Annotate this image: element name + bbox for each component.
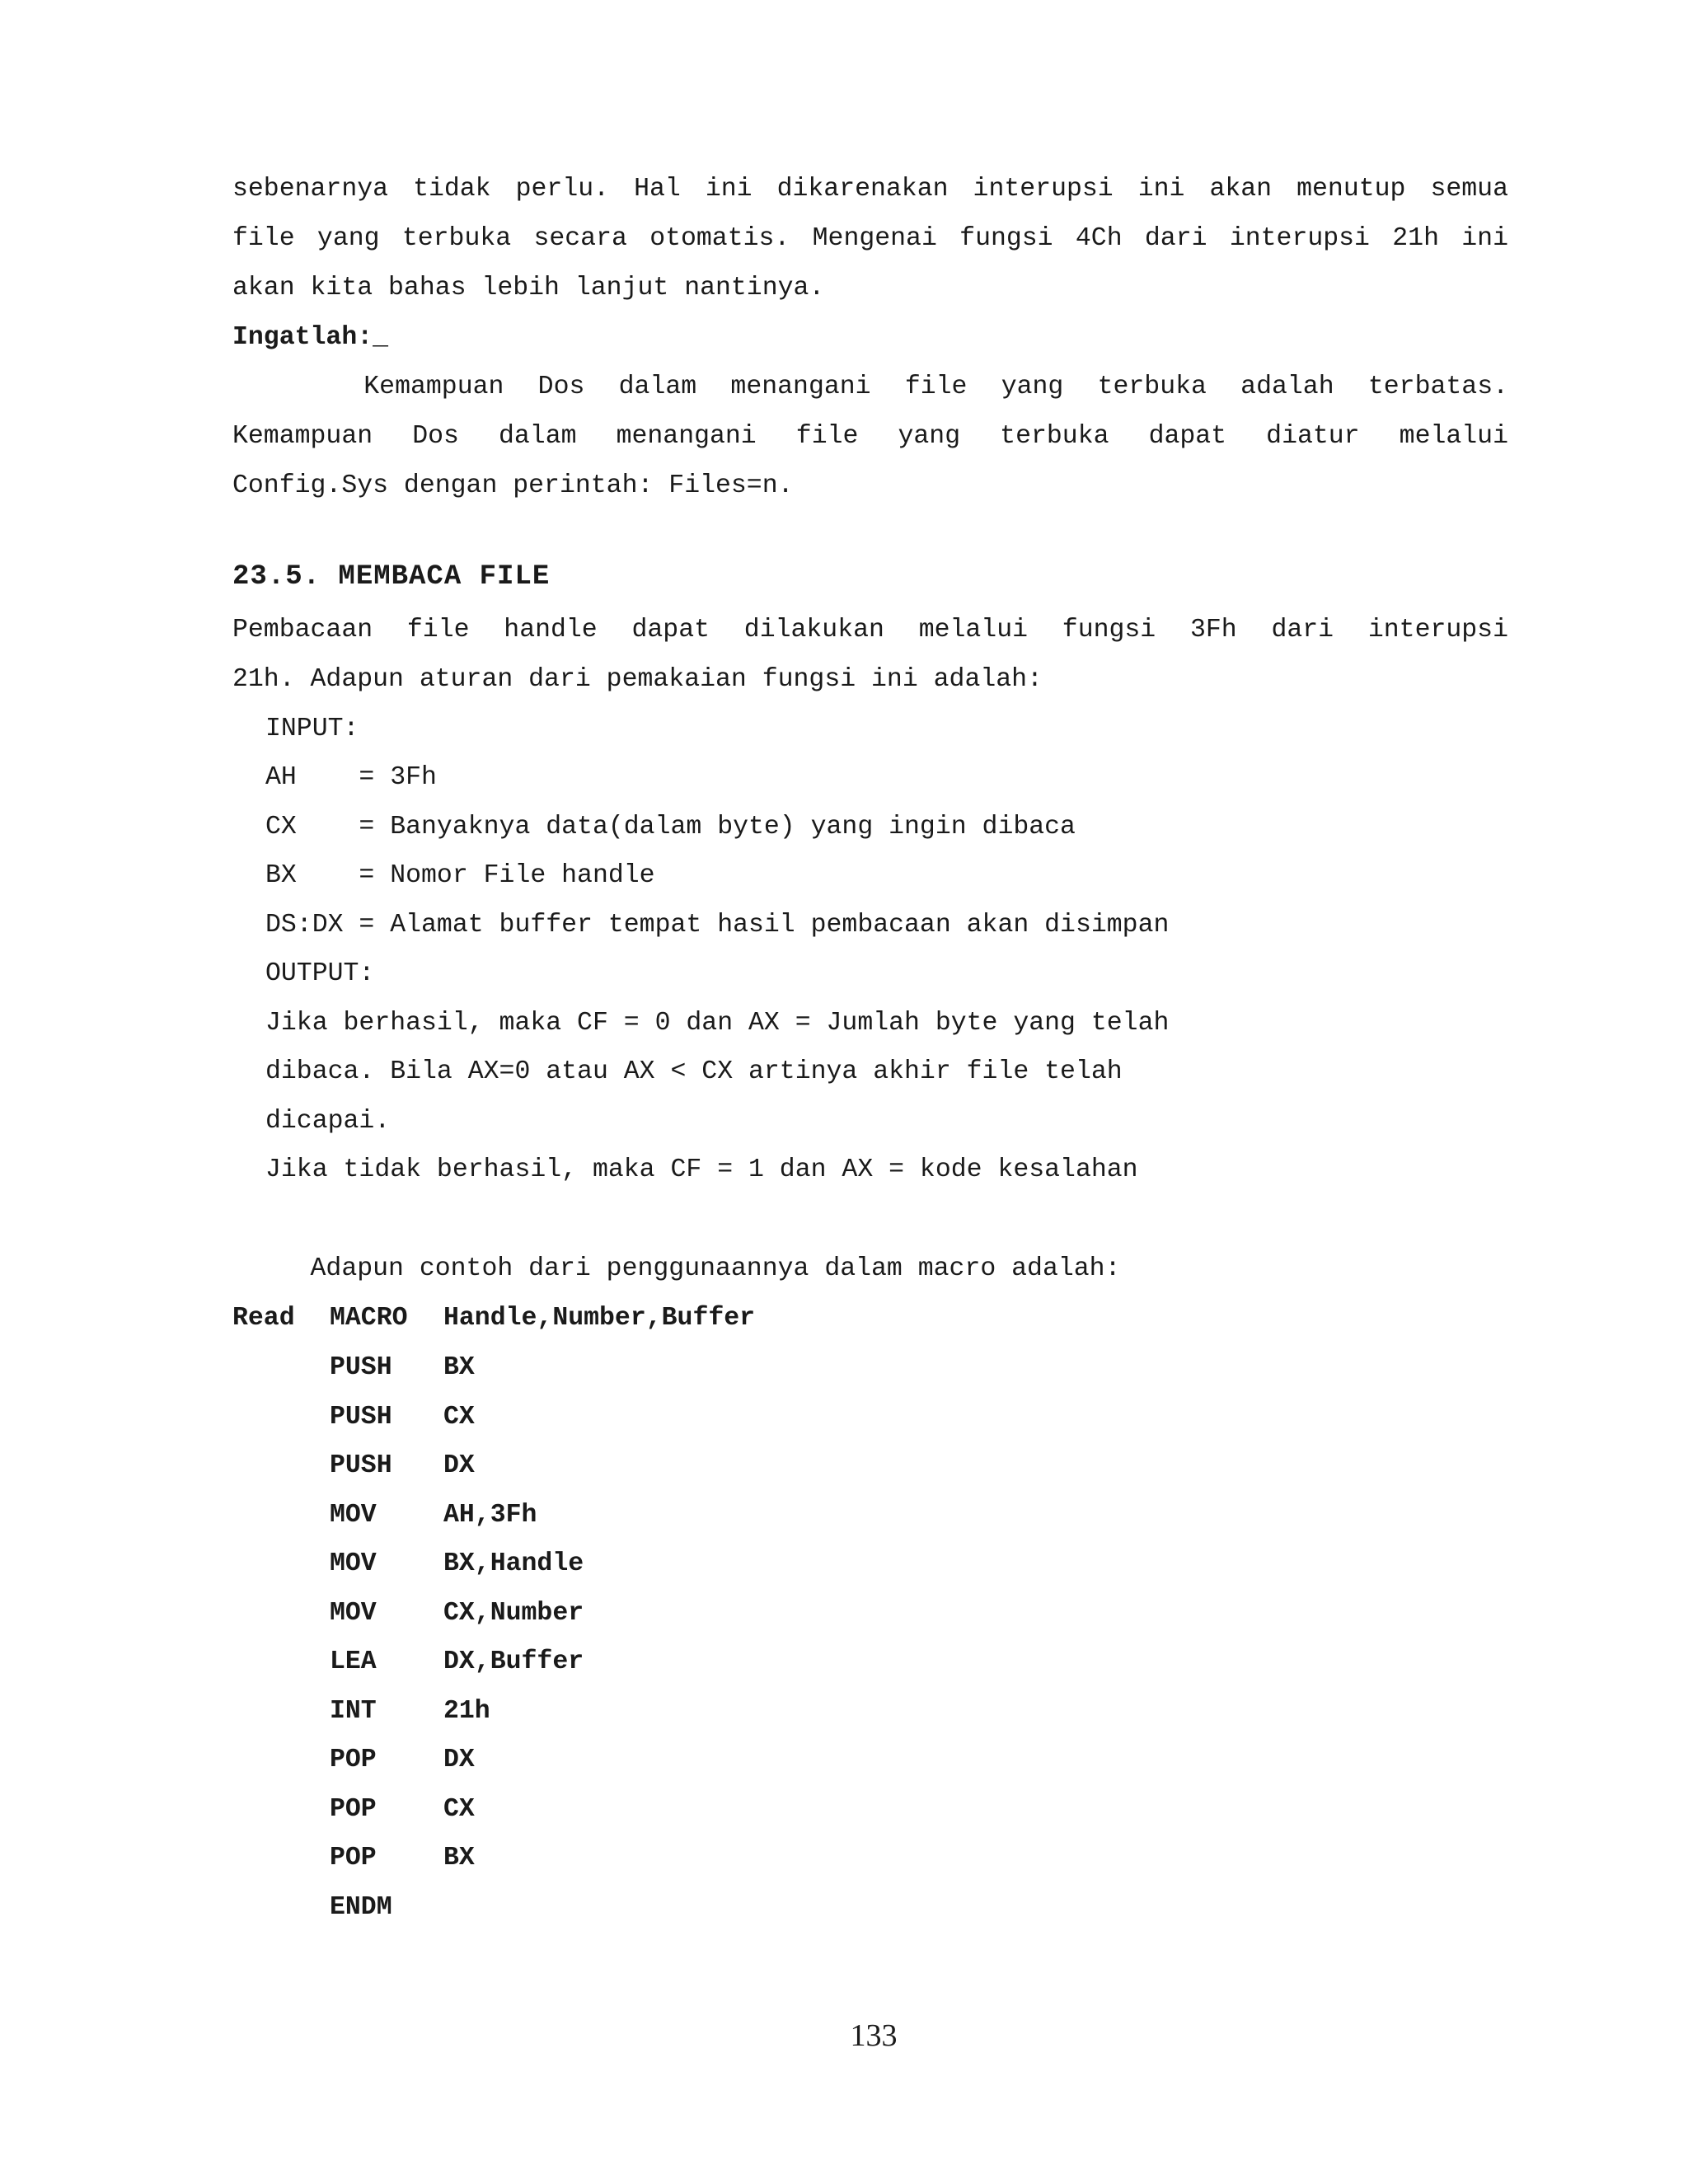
note-line-1-text: Kemampuan Dos dalam menangani file yang terbuka adalah terbatas.: [330, 373, 1508, 401]
code-operand: AH,3Fh: [443, 1501, 537, 1530]
code-opcode: MOV: [330, 1599, 377, 1628]
spec-row: CX = Banyaknya data(dalam byte) yang ingin dibaca: [265, 813, 1076, 841]
code-opcode: POP: [330, 1795, 377, 1824]
code-operand: BX: [443, 1353, 475, 1382]
output-line: dibaca. Bila AX=0 atau AX < CX artinya akhir file telah: [265, 1057, 1123, 1086]
example-intro: Adapun contoh dari penggunaannya dalam macro adalah:: [232, 1254, 1121, 1283]
output-label: OUTPUT:: [265, 959, 375, 988]
spec-row: DS:DX = Alamat buffer tempat hasil pembacaan akan disimpan: [265, 911, 1170, 940]
output-line: dicapai.: [265, 1107, 391, 1136]
section-para-line-1: Pembacaan file handle dapat dilakukan melalui fungsi 3Fh dari interupsi: [232, 616, 1508, 644]
code-opcode: INT: [330, 1697, 377, 1726]
section-heading: 23.5. MEMBACA FILE: [232, 561, 551, 593]
note-label: Ingatlah:_: [232, 323, 389, 352]
code-opcode: POP: [330, 1746, 377, 1774]
code-opcode: PUSH: [330, 1403, 392, 1432]
code-operand: 21h: [443, 1697, 490, 1726]
code-operand: BX: [443, 1844, 475, 1872]
output-line: Jika berhasil, maka CF = 0 dan AX = Jumlah byte yang telah: [265, 1009, 1170, 1038]
code-operand: CX: [443, 1795, 475, 1824]
spec-row: BX = Nomor File handle: [265, 861, 655, 890]
code-opcode: ENDM: [330, 1893, 392, 1922]
intro-line-3: akan kita bahas lebih lanjut nantinya.: [232, 274, 825, 302]
output-line: Jika tidak berhasil, maka CF = 1 dan AX = kode kesalahan: [265, 1155, 1138, 1184]
note-line-1: [232, 371, 1508, 404]
code-operand: DX,Buffer: [443, 1647, 584, 1676]
input-label: INPUT:: [265, 715, 359, 743]
code-opcode: MOV: [330, 1501, 377, 1530]
code-opcode: POP: [330, 1844, 377, 1872]
note-line-2: Kemampuan Dos dalam menangani file yang terbuka dapat diatur melalui: [232, 422, 1508, 451]
macro-keyword: MACRO: [330, 1304, 408, 1333]
code-operand: CX,Number: [443, 1599, 584, 1628]
code-opcode: PUSH: [330, 1451, 392, 1480]
macro-args: Handle,Number,Buffer: [443, 1304, 756, 1333]
macro-name: Read: [232, 1304, 295, 1333]
section-para-line-2: 21h. Adapun aturan dari pemakaian fungsi ini adalah:: [232, 665, 1043, 694]
code-opcode: PUSH: [330, 1353, 392, 1382]
code-operand: BX,Handle: [443, 1549, 584, 1578]
note-line-3: Config.Sys dengan perintah: Files=n.: [232, 471, 794, 500]
code-operand: CX: [443, 1403, 475, 1432]
code-operand: DX: [443, 1746, 475, 1774]
code-opcode: MOV: [330, 1549, 377, 1578]
spec-row: AH = 3Fh: [265, 763, 437, 792]
code-opcode: LEA: [330, 1647, 377, 1676]
intro-line-1: sebenarnya tidak perlu. Hal ini dikarenakan interupsi ini akan menutup semua: [232, 175, 1508, 204]
intro-line-2: file yang terbuka secara otomatis. Mengenai fungsi 4Ch dari interupsi 21h ini: [232, 224, 1508, 253]
code-operand: DX: [443, 1451, 475, 1480]
page-number: 133: [850, 2018, 898, 2053]
